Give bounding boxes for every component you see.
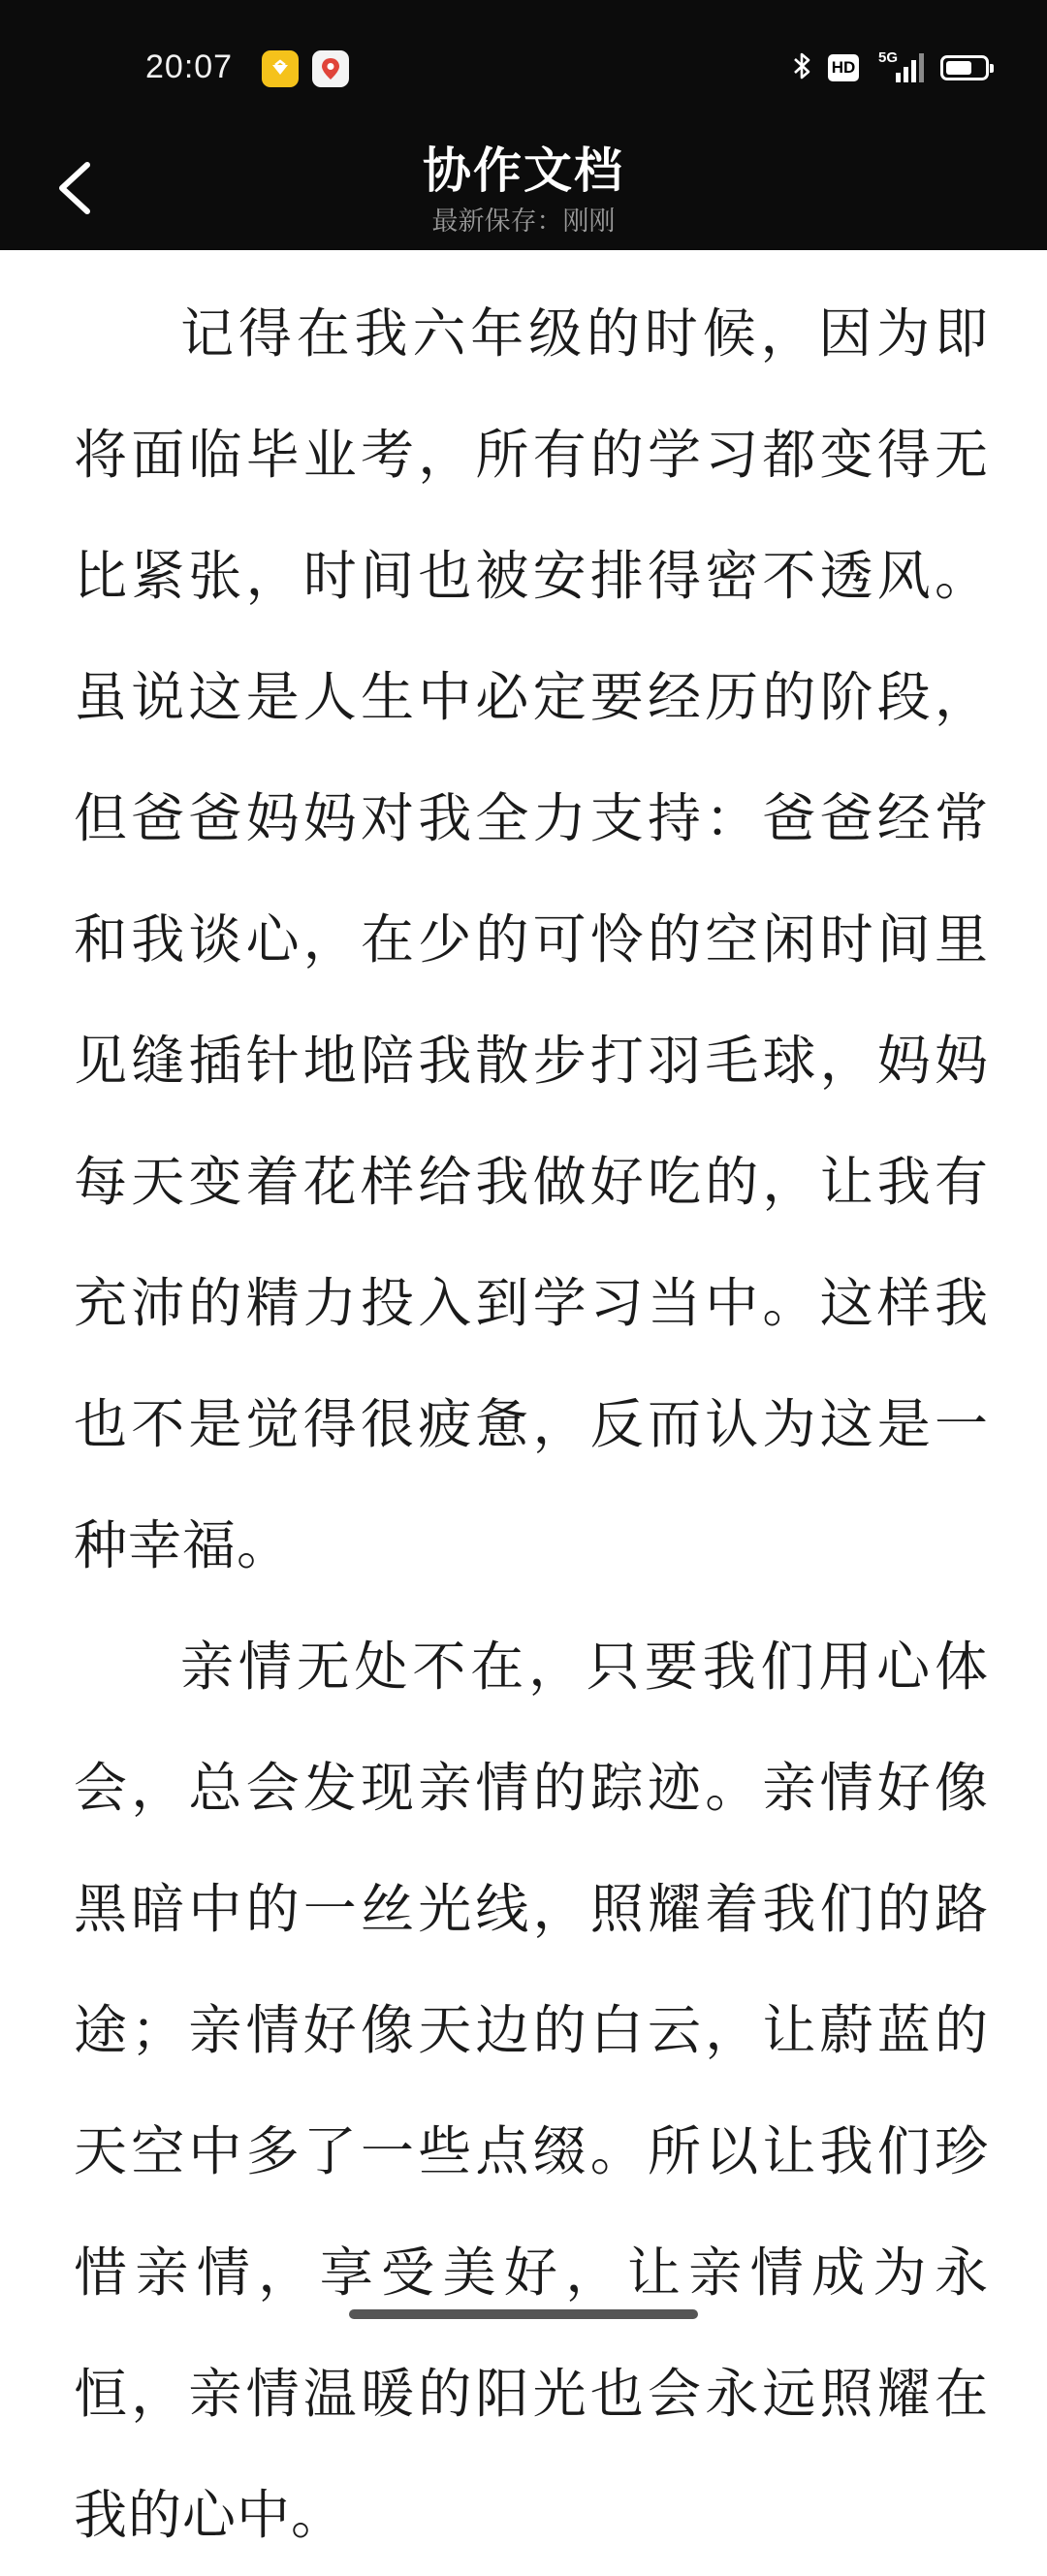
save-status: 最新保存：刚刚	[431, 207, 616, 237]
document-body[interactable]	[74, 273, 989, 2576]
home-indicator[interactable]	[349, 2309, 698, 2319]
paragraph[interactable]: 亲情无处不在，只要我们用心体会，总会发现亲情的踪迹。亲情好像黑暗中的一丝光线，照耀着我们的路途；亲情好像天边的白云，让蔚蓝的天空中多了一些点缀。所以让我们珍惜亲情，享受美好，让亲情成为永恒，亲情温暖的阳光也会永远照耀在我的心中。	[74, 1636, 989, 2546]
app-badge-yellow-icon	[262, 50, 299, 87]
map-pin-icon	[312, 50, 349, 87]
page-title: 协作文档	[423, 143, 624, 199]
top-bar	[0, 0, 1047, 250]
battery-icon	[940, 55, 989, 80]
status-time: 20:07	[145, 48, 234, 85]
bluetooth-icon	[791, 50, 812, 85]
signal-icon	[874, 51, 925, 84]
battery-level	[946, 61, 971, 75]
status-icons	[791, 50, 989, 85]
hd-icon: HD	[828, 54, 859, 81]
paragraph[interactable]: 记得在我六年级的时候，因为即将面临毕业考，所有的学习都变得无比紧张，时间也被安排得密不透风。虽说这是人生中必定要经历的阶段，但爸爸妈妈对我全力支持：爸爸经常和我谈心，在少的可怜的空闲时间里见缝插针地陪我散步打羽毛球，妈妈每天变着花样给我做好吃的，让我有充沛的精力投入到学习当中。这样我也不是觉得很疲惫，反而认为这是一种幸福。	[74, 302, 989, 1576]
title-bar	[0, 126, 1047, 250]
network-label: 5G	[878, 49, 899, 66]
status-bar	[0, 0, 1047, 136]
